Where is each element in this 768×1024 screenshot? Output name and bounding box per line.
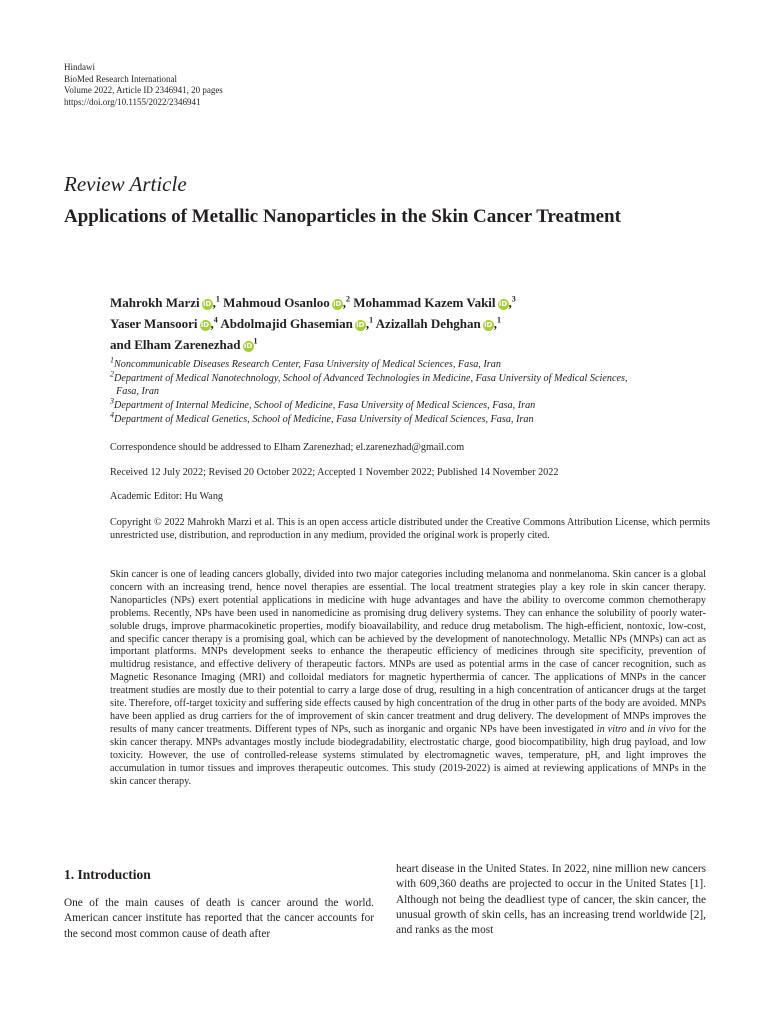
orcid-icon[interactable]: iD — [333, 300, 342, 308]
author-name[interactable]: Elham Zarenezhad $iD^1$ — [134, 336, 258, 352]
copyright-notice: Copyright © 2022 Mahrokh Marzi et al. This is an open access article distributed under the Creative Commons Attribution License, which permits unrestricted use, distribution, and reproduction in any medium, provided the original work is properly cited. — [110, 517, 710, 541]
affiliation: $^1$Noncommunicable Diseases Research Center, Fasa University of Medical Sciences, Fasa, Iran — [110, 355, 501, 370]
doi-link[interactable]: https://doi.org/10.1155/2022/2346941 — [64, 96, 201, 107]
author-line-3 — [110, 334, 720, 355]
section-heading: 1. Introduction — [64, 867, 151, 882]
author-line-2 — [110, 313, 720, 334]
affiliation: $^2$Department of Medical Nanotechnology, School of Advanced Technologies in Medicine, Fasa University of Medical Sciences, — [110, 369, 628, 384]
author-name[interactable]: Mahrokh Marzi iD,$^1$ — [110, 294, 220, 310]
orcid-icon[interactable]: iD — [243, 342, 253, 350]
publication-dates: Received 12 July 2022; Revised 20 October 2022; Accepted 1 November 2022; Published 14 November 2022 — [110, 467, 559, 478]
article-type: Review Article — [64, 172, 187, 196]
author-line-1 — [110, 292, 720, 313]
right-column — [396, 862, 706, 938]
orcid-icon[interactable]: iD — [200, 321, 210, 329]
journal-volume: Volume 2022, Article ID 2346941, 20 pages — [64, 85, 223, 95]
journal-info — [64, 62, 223, 108]
author-name[interactable]: Azizallah Dehghan iD,$^1$ — [375, 315, 502, 331]
orcid-icon[interactable]: iD — [356, 321, 365, 329]
author-name[interactable]: Mahmoud Osanloo iD,$^2$ — [223, 294, 350, 310]
correspondence-line: Correspondence should be addressed to Elham Zarenezhad; el.zarenezhad@gmail.com — [110, 442, 465, 453]
abstract: Skin cancer is one of leading cancers globally, divided into two major categories including melanoma and nonmelanoma. Skin cancer is a global concern with an increasing trend, hence novel therapies are essential. The local treatment strategies play a key role in skin cancer therapy. Nanoparticles (NPs) exert potential applications in medicine with huge advantages and have the ability to overcome common chemotherapy problems. Recently, NPs have been used in nanomedicine as promising drug delivery systems. They can enhance the solubility of poorly water-soluble drugs, improve pharmacokinetic properties, modify bioavailability, and reduce drug metabolism. The high-efficient, nontoxic, low-cost, and specific cancer therapy is a promising goal, which can be achieved by the development of nanotechnology. Metallic NPs (MNPs) can act as important platforms. MNPs development seeks to enhance the therapeutic efficiency of medicines through site specificity, prevention of multidrug resistance, and effective delivery of therapeutic factors. MNPs are used as potential arms in the case of cancer recognition, such as Magnetic Resonance Imaging (MRI) and colloidal mediators for magnetic hyperthermia of cancer. The applications of MNPs in the cancer treatment studies are mostly due to their potential to carry a large dose of drug, resulting in a high concentration of anticancer drugs at the target site. Therefore, off-target toxicity and suffering side effects caused by high concentration of the drug in other parts of the body are avoided. MNPs have been applied as drug carriers for the of improvement of skin cancer treatment and drug delivery. The development of MNPs improves the results of many cancer treatments. Different types of NPs, such as inorganic and organic NPs have been investigated in vitro and in vivo for the skin cancer therapy. MNPs advantages mostly include biodegradability, electrostatic charge, good biocompatibility, high drug payload, and low toxicity. However, the use of controlled-release systems stimulated by electromagnetic waves, temperature, pH, and light improves the accumulation in tumor tissues and improves therapeutic outcomes. This study (2019-2022) is aimed at reviewing applications of MNPs in the skin cancer therapy. — [110, 569, 706, 787]
affiliation: $^3$Department of Internal Medicine, School of Medicine, Fasa University of Medical Sciences, Fasa, Iran — [110, 396, 536, 412]
publisher-name: Hindawi — [64, 62, 95, 72]
author-conjunction: and — [110, 337, 131, 352]
left-column — [64, 866, 374, 942]
paragraph: heart disease in the United States. In 2022, nine million new cancers with 609,360 deaths are projected to occur in the United States [1]. Although not being the deadliest type of cancer, the skin cancer, the unusual growth of skin cells, has an increasing trend worldwide [2], and ranks as the most — [396, 863, 706, 937]
affiliation: $^4$Department of Medical Genetics, School of Medicine, Fasa University of Medical Sciences, Fasa, Iran — [110, 410, 534, 425]
orcid-icon[interactable]: iD — [203, 300, 212, 308]
affiliation-list — [110, 355, 710, 427]
author-name[interactable]: Abdolmajid Ghasemian iD,$^1$ — [220, 315, 374, 331]
author-name[interactable]: Mohammad Kazem Vakil iD,$^3$ — [353, 294, 516, 310]
journal-name: BioMed Research International — [64, 73, 177, 84]
paragraph: One of the main causes of death is cancer around the world. American cancer institute has reported that the cancer accounts for the second most common cause of death after — [64, 897, 374, 940]
orcid-icon[interactable]: iD — [498, 300, 508, 308]
orcid-icon[interactable]: iD — [484, 321, 493, 329]
article-title: Applications of Metallic Nanoparticles in the Skin Cancer Treatment — [64, 206, 621, 227]
author-list — [110, 292, 720, 355]
author-name[interactable]: Yaser Mansoori iD,$^4$ — [110, 315, 218, 331]
academic-editor: Academic Editor: Hu Wang — [110, 491, 224, 502]
affiliation-continuation: Fasa, Iran — [116, 386, 160, 398]
